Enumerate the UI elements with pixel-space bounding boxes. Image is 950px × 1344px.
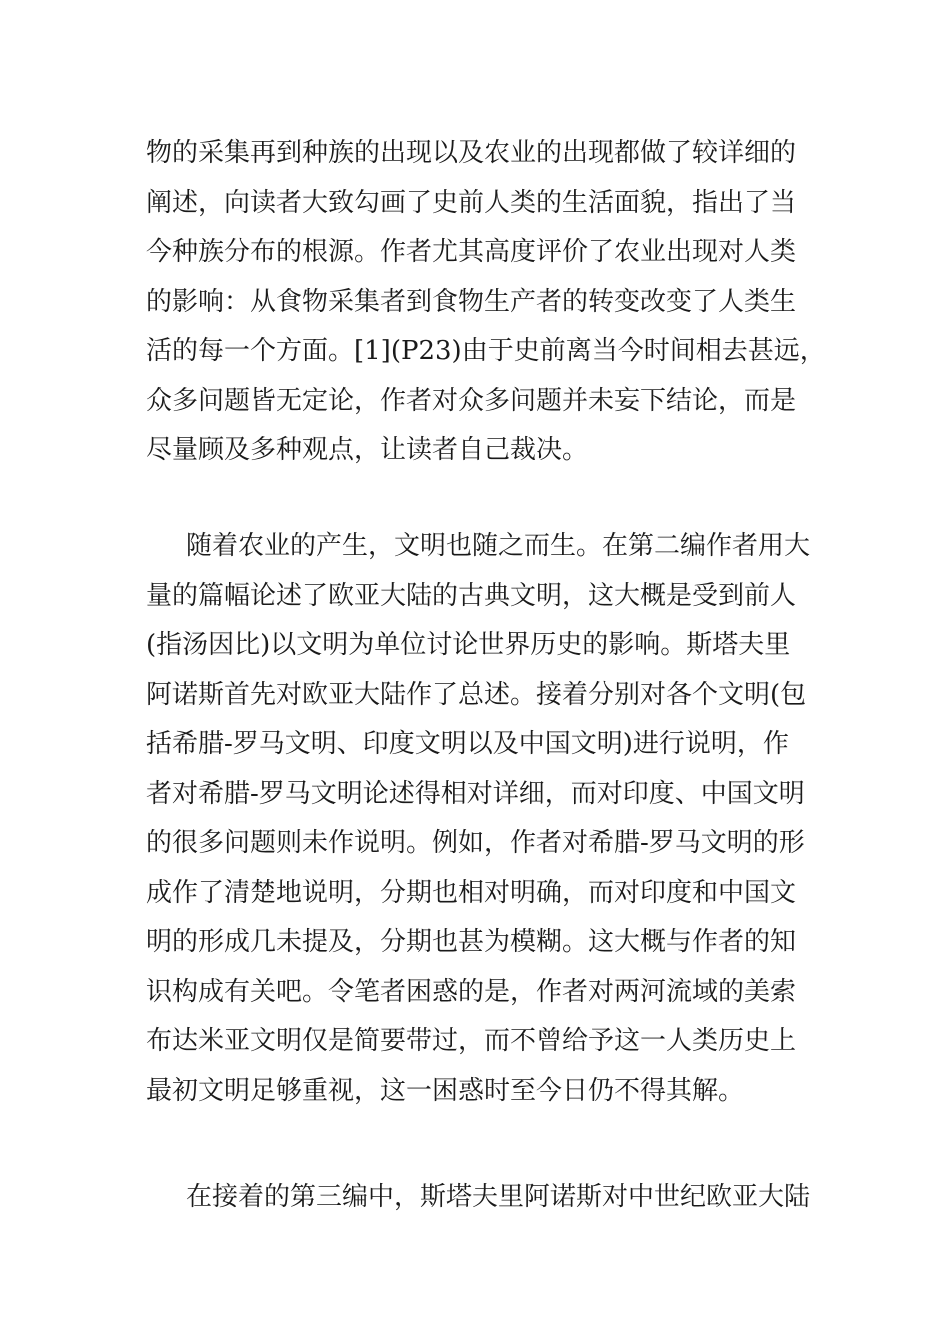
paragraph-line: 在接着的第三编中，斯塔夫里阿诺斯对中世纪欧亚大陆 [186, 1182, 811, 1212]
paragraph-line: 括希腊-罗马文明、印度文明以及中国文明)进行说明，作 [146, 729, 789, 759]
paragraph-line: 最初文明足够重视，这一困惑时至今日仍不得其解。 [146, 1075, 745, 1106]
paragraph-line: 者对希腊-罗马文明论述得相对详细，而对印度、中国文明 [146, 778, 805, 809]
paragraph-line: 量的篇幅论述了欧亚大陆的古典文明，这大概是受到前人 [146, 580, 797, 611]
paragraph-line: 尽量顾及多种观点，让读者自己裁决。 [146, 435, 589, 465]
paragraph-line: 物的采集再到种族的出现以及农业的出现都做了较详细的 [146, 138, 797, 168]
paragraph-line: (指汤因比)以文明为单位讨论世界历史的影响。斯塔夫里 [146, 630, 791, 660]
paragraph-line: 阐述，向读者大致勾画了史前人类的生活面貌，指出了当 [146, 187, 797, 218]
paragraph-line: 阿诺斯首先对欧亚大陆作了总述。接着分别对各个文明(包 [146, 679, 807, 710]
paragraph-medieval-eurasia [146, 1173, 826, 1223]
paragraph-line: 识构成有关吧。令笔者困惑的是，作者对两河流域的美索 [146, 976, 797, 1007]
paragraph-classical-civilizations [146, 522, 826, 1116]
paragraph-line: 众多问题皆无定论，作者对众多问题并未妄下结论，而是 [146, 385, 797, 416]
paragraph-line: 布达米亚文明仅是简要带过，而不曾给予这一人类历史上 [146, 1026, 797, 1056]
paragraph-line: 今种族分布的根源。作者尤其高度评价了农业出现对人类 [146, 237, 797, 267]
paragraph-line: 明的形成几未提及，分期也甚为模糊。这大概与作者的知 [146, 927, 797, 957]
paragraph-line: 活的每一个方面。[1](P23)由于史前离当今时间相去甚远， [146, 336, 826, 366]
paragraph-line: 的影响：从食物采集者到食物生产者的转变改变了人类生 [146, 286, 797, 317]
paragraph-line: 成作了清楚地说明，分期也相对明确，而对印度和中国文 [146, 877, 797, 908]
paragraph-line: 的很多问题则未作说明。例如，作者对希腊-罗马文明的形 [146, 828, 805, 858]
paragraph-prehistory [146, 129, 826, 476]
paragraph-line: 随着农业的产生，文明也随之而生。在第二编作者用大 [186, 531, 811, 561]
